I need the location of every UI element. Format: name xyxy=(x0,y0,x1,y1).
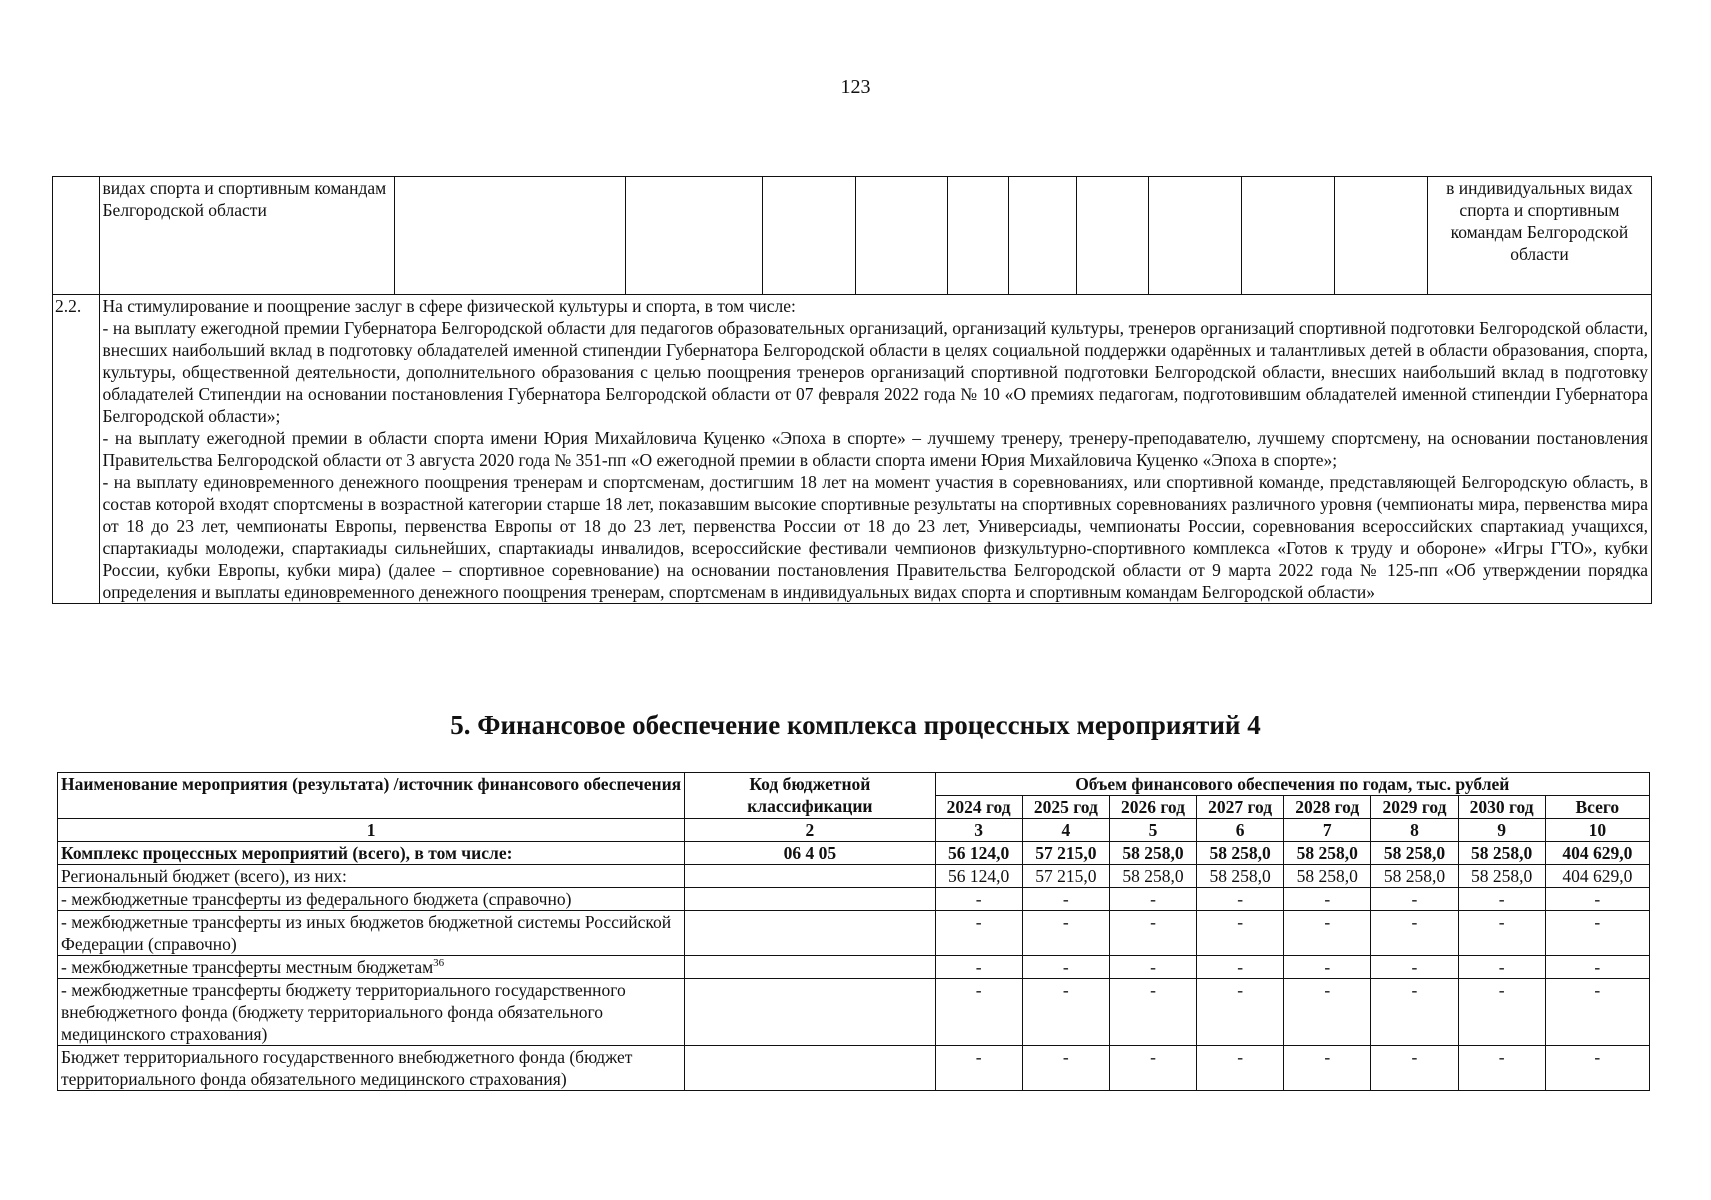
year-value: - xyxy=(1284,888,1371,911)
footnote-ref: 36 xyxy=(433,957,445,970)
total-value: - xyxy=(1545,979,1649,1046)
year-value: - xyxy=(1458,979,1545,1046)
index-row xyxy=(58,819,1650,842)
table-cell xyxy=(856,177,948,295)
year-value: - xyxy=(935,911,1022,956)
year-value: - xyxy=(1022,979,1109,1046)
year-value: - xyxy=(1284,979,1371,1046)
total-value: - xyxy=(1545,888,1649,911)
year-value: - xyxy=(1371,956,1458,979)
result-cell: в индивидуальных видах спорта и спортивным командам Белгородской области xyxy=(1427,177,1651,295)
year-value: - xyxy=(935,888,1022,911)
table-cell xyxy=(53,177,100,295)
row-name xyxy=(58,888,685,911)
table-row xyxy=(58,1046,1650,1091)
year-value: 58 258,0 xyxy=(1284,842,1371,865)
year-value: - xyxy=(1371,888,1458,911)
table-row xyxy=(58,865,1650,888)
year-value: - xyxy=(1284,911,1371,956)
table-row xyxy=(53,177,1652,295)
column-index: 4 xyxy=(1022,819,1109,842)
table-cell xyxy=(1009,177,1077,295)
year-value: 56 124,0 xyxy=(935,865,1022,888)
budget-code xyxy=(685,1046,935,1091)
continuation-table xyxy=(52,176,1652,604)
year-value: 58 258,0 xyxy=(1458,865,1545,888)
row-name xyxy=(58,911,685,956)
year-value: 58 258,0 xyxy=(1458,842,1545,865)
year-value: - xyxy=(1458,911,1545,956)
table-cell xyxy=(395,177,625,295)
year-value: - xyxy=(1284,956,1371,979)
row-name-text: Комплекс процессных мероприятий (всего), в том числе: xyxy=(61,843,513,863)
row-name-text: - межбюджетные трансферты из федерального бюджета (справочно) xyxy=(61,889,572,909)
section-title: 5. Финансовое обеспечение комплекса процессных мероприятий 4 xyxy=(450,710,1261,740)
table-cell xyxy=(763,177,856,295)
year-value: 58 258,0 xyxy=(1371,865,1458,888)
row-name xyxy=(58,1046,685,1091)
year-value: - xyxy=(1458,888,1545,911)
row-name-text: - межбюджетные трансферты из иных бюджетов бюджетной системы Российской Федерации (справочно) xyxy=(61,912,672,954)
table-row xyxy=(58,979,1650,1046)
header-year: 2029 год xyxy=(1371,796,1458,819)
table-row xyxy=(58,888,1650,911)
table-cell xyxy=(948,177,1009,295)
row-name-text: - межбюджетные трансферты местным бюджетам xyxy=(61,957,434,977)
year-value: - xyxy=(1197,956,1284,979)
total-value: - xyxy=(1545,1046,1649,1091)
year-value: - xyxy=(935,956,1022,979)
header-year: 2024 год xyxy=(935,796,1022,819)
header-year: 2030 год xyxy=(1458,796,1545,819)
table-row xyxy=(53,295,1652,604)
year-value: - xyxy=(1197,911,1284,956)
budget-code xyxy=(685,865,935,888)
year-value: - xyxy=(1458,1046,1545,1091)
budget-code xyxy=(685,888,935,911)
row-name xyxy=(58,842,685,865)
year-value: 58 258,0 xyxy=(1109,865,1196,888)
year-value: - xyxy=(1371,1046,1458,1091)
column-index: 7 xyxy=(1284,819,1371,842)
year-value: - xyxy=(1371,911,1458,956)
column-index: 1 xyxy=(58,819,685,842)
year-value: - xyxy=(1197,888,1284,911)
year-value: - xyxy=(1371,979,1458,1046)
row-name xyxy=(58,865,685,888)
row-name xyxy=(58,956,685,979)
table-row xyxy=(58,956,1650,979)
year-value: - xyxy=(1284,1046,1371,1091)
finance-table xyxy=(57,772,1650,1091)
table-cell xyxy=(1241,177,1334,295)
header-code: Код бюджетной классификации xyxy=(685,773,935,819)
year-value: 58 258,0 xyxy=(1197,842,1284,865)
year-value: 56 124,0 xyxy=(935,842,1022,865)
page-number: 123 xyxy=(840,76,871,98)
header-volume: Объем финансового обеспечения по годам, тыс. рублей xyxy=(935,773,1649,796)
total-value: 404 629,0 xyxy=(1545,842,1649,865)
table-cell xyxy=(1148,177,1241,295)
year-value: - xyxy=(1197,979,1284,1046)
activity-name-cell: видах спорта и спортивным командам Белгородской области xyxy=(99,177,395,295)
total-value: 404 629,0 xyxy=(1545,865,1649,888)
year-value: - xyxy=(1197,1046,1284,1091)
year-value: - xyxy=(1458,956,1545,979)
year-value: - xyxy=(1109,956,1196,979)
description-paragraph: - на выплату ежегодной премии в области спорта имени Юрия Михайловича Куценко «Эпоха в спорте» – лучшему тренеру, тренеру-преподавателю, лучшему спортсмену, на основании постановления Правительства Белгородской области от 3 августа 2020 года № 351-пп «О ежегодной премии в области спорта имени Юрия Михайловича Куценко «Эпоха в спорте»; xyxy=(102,428,1648,470)
header-name: Наименование мероприятия (результата) /источник финансового обеспечения xyxy=(58,773,685,819)
header-year: 2028 год xyxy=(1284,796,1371,819)
header-year: 2027 год xyxy=(1197,796,1284,819)
column-index: 3 xyxy=(935,819,1022,842)
column-index: 9 xyxy=(1458,819,1545,842)
total-value: - xyxy=(1545,911,1649,956)
year-value: - xyxy=(935,979,1022,1046)
description-paragraph: - на выплату ежегодной премии Губернатора Белгородской области для педагогов образовательных организаций, организаций культуры, тренеров организаций спортивной подготовки Белгородской области, внесших наибольший вклад в подготовку обладателей именной стипендии Губернатора Белгородской области в целях социальной поддержки одарённых и талантливых детей в области образования, спорта, культуры, общественной деятельности, дополнительного образования с целью поощрения тренеров организаций спортивной подготовки Белгородской области, внесших наибольший вклад в подготовку обладателей Стипендии на основании постановления Губернатора Белгородской области от 07 февраля 2022 года № 10 «О премиях педагогам, подготовившим обладателей именной стипендии Губернатора Белгородской области»; xyxy=(102,318,1648,426)
year-value: - xyxy=(1109,979,1196,1046)
year-value: - xyxy=(1022,888,1109,911)
column-index: 10 xyxy=(1545,819,1649,842)
budget-code xyxy=(685,956,935,979)
year-value: - xyxy=(1109,888,1196,911)
description-cell xyxy=(99,295,1652,604)
year-value: 58 258,0 xyxy=(1109,842,1196,865)
budget-code xyxy=(685,911,935,956)
budget-code xyxy=(685,979,935,1046)
year-value: - xyxy=(935,1046,1022,1091)
year-value: 57 215,0 xyxy=(1022,842,1109,865)
column-index: 6 xyxy=(1197,819,1284,842)
header-row xyxy=(58,773,1650,796)
year-value: 58 258,0 xyxy=(1371,842,1458,865)
header-year: 2026 год xyxy=(1109,796,1196,819)
column-index: 8 xyxy=(1371,819,1458,842)
description-paragraph: - на выплату единовременного денежного поощрения тренерам и спортсменам, достигшим 18 лет на момент участия в соревнованиях, или спортивной команде, представляющей Белгородскую область, в состав которой входят спортсмены в возрастной категории старше 18 лет, показавшим высокие спортивные результаты на спортивных соревнованиях различного уровня (чемпионаты мира, первенства мира от 18 до 23 лет, чемпионаты Европы, первенства Европы от 18 до 23 лет, первенства России от 18 до 23 лет, Универсиады, чемпионаты России, соревнования всероссийских спартакиад учащихся, спартакиады молодежи, спартакиады сильнейших, спартакиады инвалидов, всероссийские фестивали чемпионов физкультурно-спортивного комплекса «Готов к труду и обороне» «Игры ГТО», кубки России, кубки Европы, кубки мира) (далее – спортивное соревнование) на основании постановления Правительства Белгородской области от 9 марта 2022 года № 125-пп «Об утверждении порядка определения и выплаты единовременного денежного поощрения тренерам, спортсменам в индивидуальных видах спорта и спортивным командам Белгородской области» xyxy=(102,472,1648,602)
table-cell xyxy=(1077,177,1149,295)
table-row xyxy=(58,911,1650,956)
header-total: Всего xyxy=(1545,796,1649,819)
header-year: 2025 год xyxy=(1022,796,1109,819)
total-value: - xyxy=(1545,956,1649,979)
description-paragraph: На стимулирование и поощрение заслуг в сфере физической культуры и спорта, в том числе: xyxy=(102,296,796,316)
row-name-text: Бюджет территориального государственного внебюджетного фонда (бюджет территориального фонда обязательного медицинского страхования) xyxy=(61,1047,633,1089)
year-value: - xyxy=(1022,1046,1109,1091)
year-value: - xyxy=(1109,1046,1196,1091)
column-index: 5 xyxy=(1109,819,1196,842)
row-number: 2.2. xyxy=(53,295,100,604)
row-name-text: - межбюджетные трансферты бюджету территориального государственного внебюджетного фонда (бюджету территориального фонда обязательного медицинского страхования) xyxy=(61,980,626,1044)
table-cell xyxy=(625,177,762,295)
year-value: 58 258,0 xyxy=(1197,865,1284,888)
year-value: 58 258,0 xyxy=(1284,865,1371,888)
year-value: - xyxy=(1022,911,1109,956)
column-index: 2 xyxy=(685,819,935,842)
row-name-text: Региональный бюджет (всего), из них: xyxy=(61,866,347,886)
table-row xyxy=(58,842,1650,865)
table-cell xyxy=(1334,177,1427,295)
year-value: 57 215,0 xyxy=(1022,865,1109,888)
year-value: - xyxy=(1109,911,1196,956)
row-name xyxy=(58,979,685,1046)
budget-code: 06 4 05 xyxy=(685,842,935,865)
year-value: - xyxy=(1022,956,1109,979)
